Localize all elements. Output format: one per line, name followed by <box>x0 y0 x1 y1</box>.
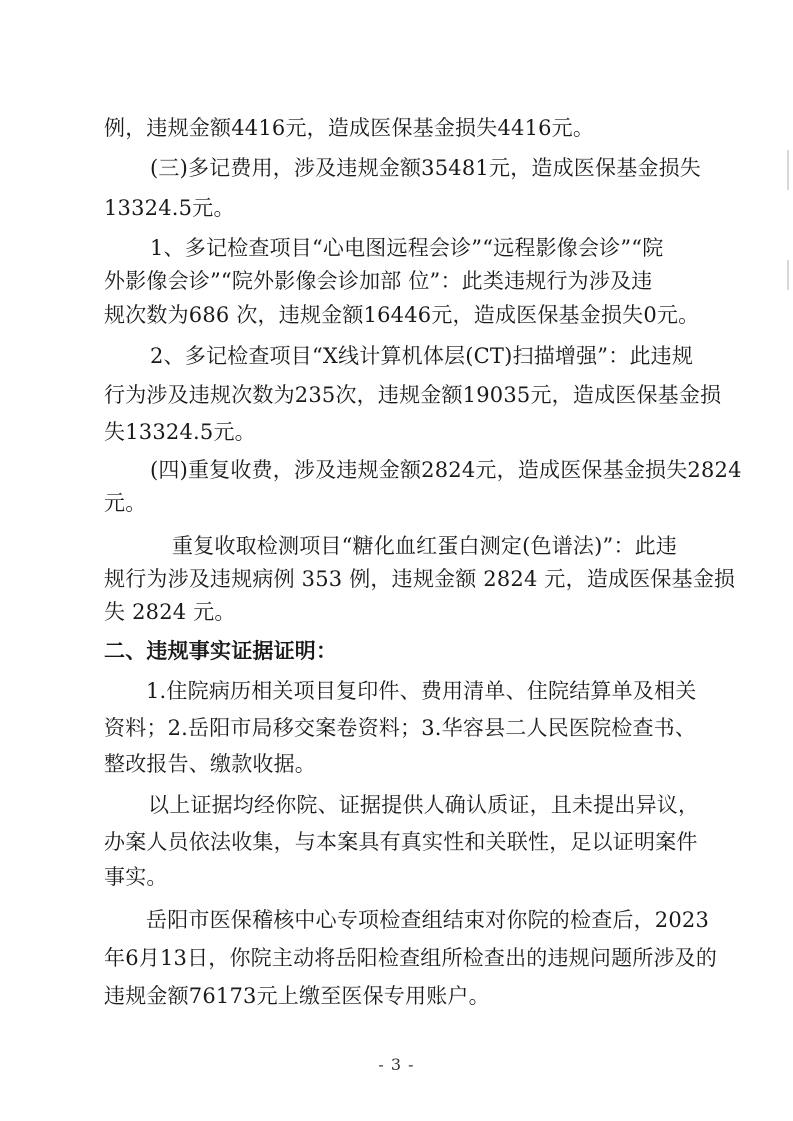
paragraph-line: 整改报告、缴款收据。 <box>104 752 316 776</box>
paragraph-line: (四)重复收费，涉及违规金额2824元，造成医保基金损失2824 <box>150 458 742 482</box>
paragraph-line: 元。 <box>104 491 147 515</box>
paragraph-line: 行为涉及违规次数为235次，违规金额19035元，造成医保基金损 <box>104 383 722 407</box>
paragraph-line: 规行为涉及违规病例 353 例，违规金额 2824 元，造成医保基金损 <box>104 567 736 591</box>
paragraph-line: 13324.5元。 <box>104 196 235 220</box>
paragraph-line: 规次数为686 次，违规金额16446元，造成医保基金损失0元。 <box>104 303 700 327</box>
paragraph-line: (三)多记费用，涉及违规金额35481元，造成医保基金损失 <box>150 156 701 180</box>
paragraph-line: 年6月13日，你院主动将岳阳检查组所检查出的违规问题所涉及的 <box>104 946 718 970</box>
paragraph-line: 违规金额76173元上缴至医保专用账户。 <box>104 984 490 1008</box>
paragraph-line: 1.住院病历相关项目复印件、费用清单、住院结算单及相关 <box>146 679 697 703</box>
paragraph-line: 外影像会诊”“院外影像会诊加部 位”：此类违规行为涉及违 <box>104 269 653 293</box>
page-number: - 3 - <box>378 1055 415 1074</box>
paragraph-line: 办案人员依法收集，与本案具有真实性和关联性，足以证明案件 <box>104 830 698 854</box>
scan-edge-mark <box>787 150 789 190</box>
paragraph-line: 例，违规金额4416元，造成医保基金损失4416元。 <box>104 116 595 140</box>
scan-edge-mark <box>787 260 789 290</box>
paragraph-line: 失13324.5元。 <box>104 420 256 444</box>
paragraph-line: 以上证据均经你院、证据提供人确认质证，且未提出异议， <box>148 793 700 817</box>
paragraph-line: 资料；2.岳阳市局移交案卷资料；3.华容县二人民医院检查书、 <box>104 716 697 740</box>
paragraph-line: 2、多记检查项目“X线计算机体层(CT)扫描增强”：此违规 <box>150 344 694 368</box>
paragraph-line: 事实。 <box>104 865 168 889</box>
paragraph-line: 重复收取检测项目“糖化血红蛋白测定(色谱法)”：此违 <box>172 534 678 558</box>
section-heading: 二、违规事实证据证明： <box>104 638 338 663</box>
paragraph-line: 1、多记检查项目“心电图远程会诊”“远程影像会诊”“院 <box>150 236 664 260</box>
paragraph-line: 岳阳市医保稽核中心专项检查组结束对你院的检查后，2023 <box>146 908 710 932</box>
paragraph-line: 失 2824 元。 <box>104 600 236 624</box>
